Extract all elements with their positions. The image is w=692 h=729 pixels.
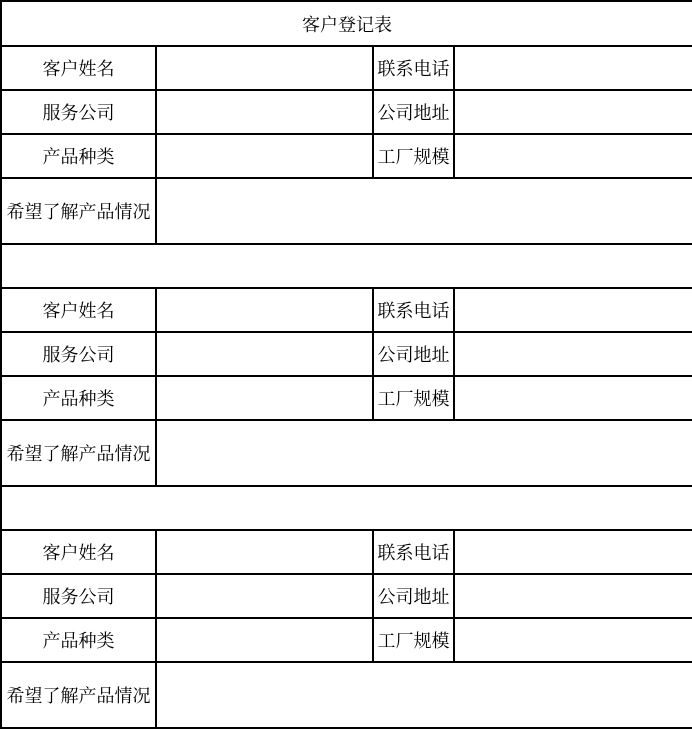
company-address-field[interactable]: [454, 90, 692, 134]
entry-separator-row: [1, 486, 692, 530]
company-address-label: 公司地址: [373, 90, 454, 134]
product-interest-field[interactable]: [156, 178, 692, 244]
product-interest-label: 希望了解产品情况: [1, 178, 156, 244]
phone-field[interactable]: [454, 46, 692, 90]
product-interest-label: 希望了解产品情况: [1, 662, 156, 728]
product-category-field[interactable]: [156, 376, 373, 420]
service-company-field[interactable]: [156, 574, 373, 618]
product-category-field[interactable]: [156, 134, 373, 178]
service-company-label: 服务公司: [1, 90, 156, 134]
company-address-label: 公司地址: [373, 332, 454, 376]
entry-2-row-interest: [1, 420, 692, 486]
company-address-field[interactable]: [454, 332, 692, 376]
entry-separator-row: [1, 244, 692, 288]
entry-3-row-product-factory: [1, 618, 692, 662]
factory-scale-field[interactable]: [454, 376, 692, 420]
product-category-field[interactable]: [156, 618, 373, 662]
entry-1-row-name-phone: [1, 46, 692, 90]
customer-name-field[interactable]: [156, 46, 373, 90]
phone-field[interactable]: [454, 288, 692, 332]
customer-name-field[interactable]: [156, 530, 373, 574]
entry-2-row-name-phone: [1, 288, 692, 332]
customer-name-field[interactable]: [156, 288, 373, 332]
product-category-label: 产品种类: [1, 376, 156, 420]
product-category-label: 产品种类: [1, 618, 156, 662]
phone-label: 联系电话: [373, 46, 454, 90]
product-interest-field[interactable]: [156, 662, 692, 728]
entry-3-row-name-phone: [1, 530, 692, 574]
company-address-field[interactable]: [454, 574, 692, 618]
separator-cell: [1, 486, 692, 530]
customer-name-label: 客户姓名: [1, 288, 156, 332]
phone-field[interactable]: [454, 530, 692, 574]
entry-1-row-product-factory: [1, 134, 692, 178]
customer-name-label: 客户姓名: [1, 530, 156, 574]
service-company-label: 服务公司: [1, 574, 156, 618]
product-interest-label: 希望了解产品情况: [1, 420, 156, 486]
factory-scale-label: 工厂规模: [373, 376, 454, 420]
entry-1-row-interest: [1, 178, 692, 244]
factory-scale-field[interactable]: [454, 134, 692, 178]
product-category-label: 产品种类: [1, 134, 156, 178]
entry-2-row-product-factory: [1, 376, 692, 420]
factory-scale-label: 工厂规模: [373, 134, 454, 178]
entry-3-row-interest: [1, 662, 692, 728]
factory-scale-field[interactable]: [454, 618, 692, 662]
service-company-field[interactable]: [156, 332, 373, 376]
entry-1-row-company-address: [1, 90, 692, 134]
separator-cell: [1, 244, 692, 288]
company-address-label: 公司地址: [373, 574, 454, 618]
entry-2-row-company-address: [1, 332, 692, 376]
form-title: 客户登记表: [1, 1, 692, 46]
service-company-label: 服务公司: [1, 332, 156, 376]
customer-name-label: 客户姓名: [1, 46, 156, 90]
service-company-field[interactable]: [156, 90, 373, 134]
product-interest-field[interactable]: [156, 420, 692, 486]
entry-3-row-company-address: [1, 574, 692, 618]
factory-scale-label: 工厂规模: [373, 618, 454, 662]
phone-label: 联系电话: [373, 530, 454, 574]
phone-label: 联系电话: [373, 288, 454, 332]
